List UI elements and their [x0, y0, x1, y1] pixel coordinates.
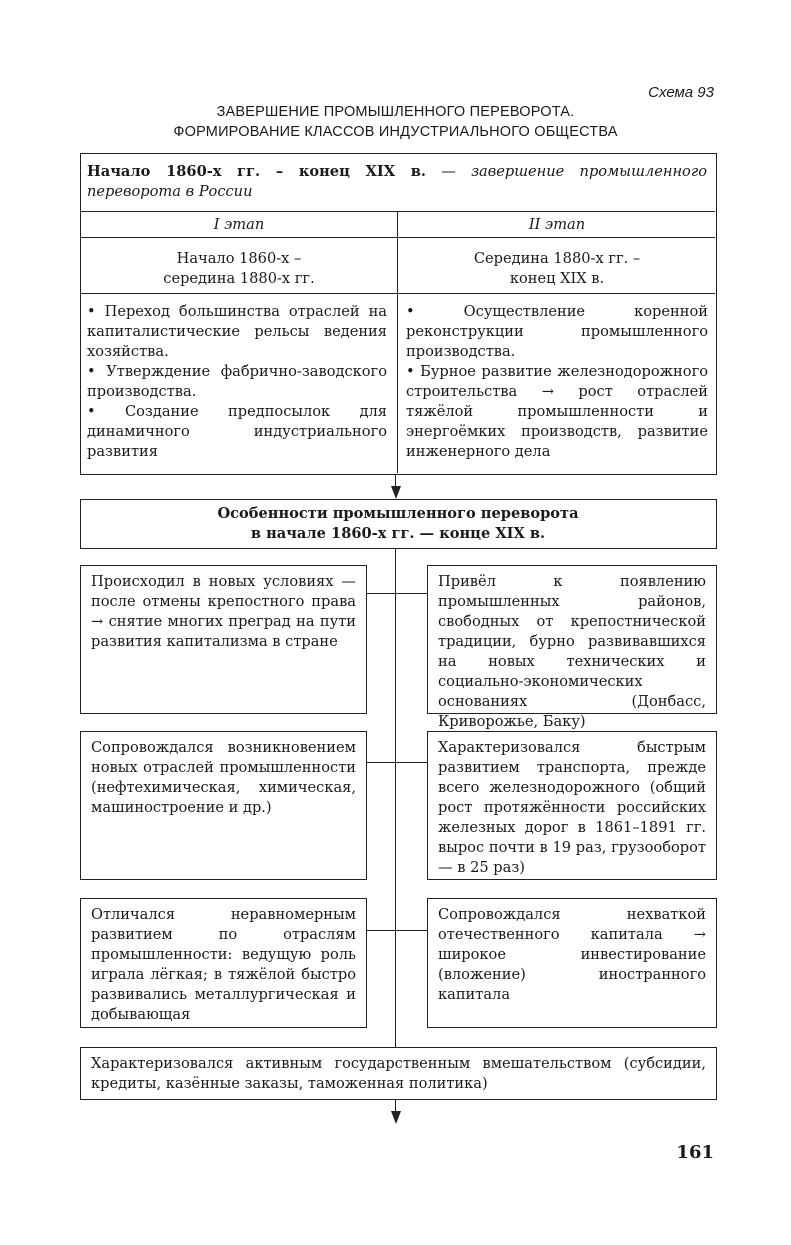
scheme-number: Схема 93: [648, 84, 714, 101]
feature-right-3: [427, 898, 717, 1028]
title-line-2: ФОРМИРОВАНИЕ КЛАССОВ ИНДУСТРИАЛЬНОГО ОБЩЕСТВА: [173, 124, 618, 140]
stage-1-period-start: Начало 1860-х –: [176, 250, 302, 267]
feature-left-1: [80, 565, 367, 714]
stage-1-items: [87, 302, 387, 462]
arrow-down-icon: [391, 1111, 401, 1124]
branch-line: [366, 593, 428, 594]
stage-1-item: • Переход большинства отраслей на капиталистические рельсы ведения хозяйства.: [87, 303, 387, 360]
feature-right-3-text: Сопровождался нехваткой отечественного капитала → широкое инвестирование (вложение) иностранного капитала: [438, 906, 706, 1003]
arrow-down-icon: [391, 486, 401, 499]
stage-1-name: I этап: [213, 216, 265, 233]
central-spine-line: [395, 549, 396, 1047]
period-header-dates: Начало 1860-х гг. – конец XIX в.: [87, 163, 426, 180]
title-line-1: ЗАВЕРШЕНИЕ ПРОМЫШЛЕННОГО ПЕРЕВОРОТА.: [216, 104, 575, 120]
feature-left-2-text: Сопровождался возникновением новых отраслей промышленности (нефтехимическая, химическая, машиностроение и др.): [91, 739, 356, 816]
stage-2-period-end: конец XIX в.: [509, 270, 605, 287]
features-title-line-1: Особенности промышленного переворота: [217, 505, 579, 522]
stage-1-period-end: середина 1880-х гг.: [163, 270, 315, 287]
period-header: [81, 154, 715, 212]
stage-2-name: II этап: [528, 216, 586, 233]
bottom-feature: [80, 1047, 717, 1100]
feature-right-2: [427, 731, 717, 880]
branch-line: [366, 930, 428, 931]
stage-1-item: • Создание предпосылок для динамичного индустриального развития: [87, 403, 387, 460]
stages-table: [80, 153, 717, 475]
feature-left-1-text: Происходил в новых условиях — после отмены крепостного права → снятие многих преград на пути развития капитализма в стране: [91, 573, 356, 650]
page-number: 161: [676, 1142, 714, 1163]
stage-2-items: [406, 302, 708, 462]
stage-1-item: • Утверждение фабрично-заводского производства.: [87, 363, 387, 400]
stage-2-period-start: Середина 1880-х гг. –: [473, 250, 641, 267]
period-header-description: завершение промышленного переворота в России: [87, 163, 707, 200]
features-title-line-2: в начале 1860-х гг. — конце XIX в.: [250, 525, 546, 542]
stage-2-item: • Осуществление коренной реконструкции промышленного производства.: [406, 303, 708, 360]
feature-left-2: [80, 731, 367, 880]
feature-left-3: [80, 898, 367, 1028]
feature-right-2-text: Характеризовался быстрым развитием транспорта, прежде всего железнодорожного (общий рост протяжённости российских железных дорог в 1861–1891 гг. вырос почти в 19 раз, грузооборот — в 25 раз): [438, 739, 706, 876]
features-title-box: [80, 499, 717, 549]
stage-2-item: • Бурное развитие железнодорожного строительства → рост отраслей тяжёлой промышленности и энергоёмких производств, развитие инженерного дела: [406, 363, 708, 460]
feature-right-1: [427, 565, 717, 730]
bottom-feature-text: Характеризовался активным государственным вмешательством (субсидии, кредиты, казённые заказы, таможенная политика): [91, 1055, 706, 1092]
branch-line: [366, 762, 428, 763]
feature-right-1-text: Привёл к появлению промышленных районов, свободных от крепостнической традиции, бурно развивавшихся на новых технических и социально-экономических основаниях (Донбасс, Криворожье, Баку): [438, 573, 706, 730]
period-header-dash: —: [425, 163, 472, 180]
feature-left-3-text: Отличался неравномерным развитием по отраслям промышленности: ведущую роль играла лёгкая; в тяжёлой быстро развивались металлургическая и добывающая: [91, 906, 356, 1023]
